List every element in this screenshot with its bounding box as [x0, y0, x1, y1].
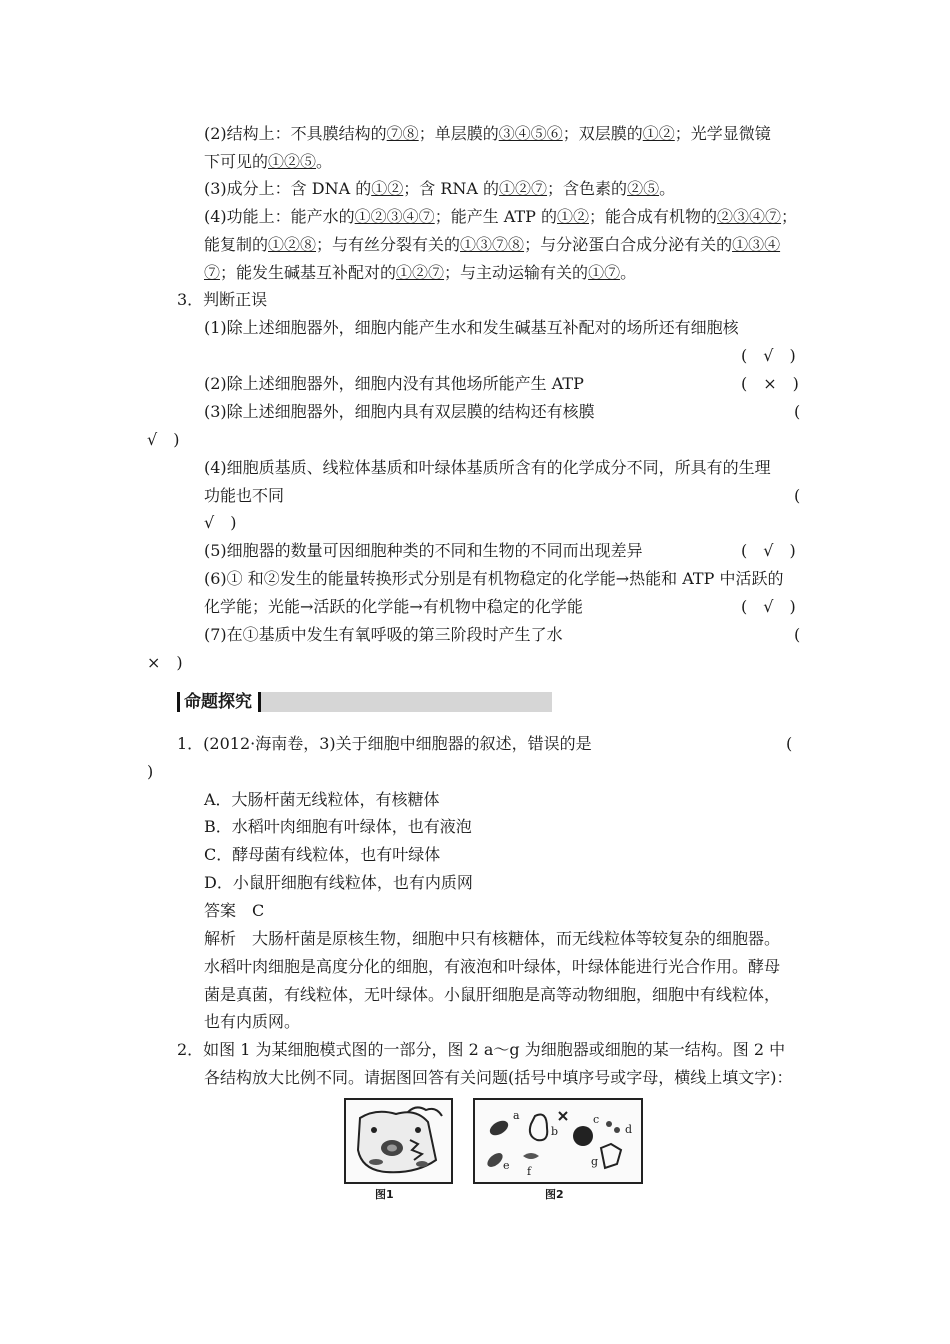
judgement-a5: ( √ ): [741, 541, 796, 560]
judgement-q6b: 化学能；光能→活跃的化学能→有机物中稳定的化学能: [204, 597, 583, 616]
label-d: d: [625, 1123, 633, 1136]
answer-underlined: ③④⑤⑥: [498, 124, 563, 143]
mitochondrion-shape: [369, 1159, 383, 1165]
label-c: c: [593, 1113, 600, 1126]
judgement-q4a: (4)细胞质基质、线粒体基质和叶绿体基质所含有的化学成分不同，所具有的生理: [204, 458, 771, 477]
organelle-a-shape: [487, 1118, 510, 1138]
judgement-q7: (7)在①基质中发生有氧呼吸的第三阶段时产生了水: [204, 625, 563, 644]
text: ；能发生碱基互补配对的: [220, 263, 397, 282]
text: ；双层膜的: [562, 124, 643, 143]
answer-underlined: ①②: [371, 179, 404, 198]
organelle-g-shape: [601, 1144, 621, 1168]
cell-illustration: [346, 1100, 451, 1182]
answer-underlined: ①③⑦⑧: [460, 235, 525, 254]
figure-2-caption: 图2: [545, 1188, 564, 1201]
judgement-q5: (5)细胞器的数量可因细胞种类的不同和生物的不同而出现差异: [204, 541, 643, 560]
problem-1-paren-open: (: [786, 734, 793, 753]
text: 。: [620, 263, 637, 282]
organelle-d-dot: [606, 1121, 612, 1127]
option-b: B．水稻叶肉细胞有叶绿体，也有液泡: [204, 817, 472, 836]
answer-underlined: ①②⑦: [499, 179, 548, 198]
answer-underlined: ①②: [642, 124, 675, 143]
explanation-line-3: 菌是真菌，有线粒体，无叶绿体。小鼠肝细胞是高等动物细胞，细胞中有线粒体，: [204, 985, 781, 1004]
judgement-a7-open: (: [794, 625, 801, 644]
judgement-a3-close: √ ): [147, 430, 180, 449]
figure-2-organelles: [473, 1098, 643, 1184]
text: ；与主动运输有关的: [444, 263, 589, 282]
answer-underlined: ①⑦: [588, 263, 621, 282]
answer-underlined: ⑦⑧: [386, 124, 419, 143]
text: 能复制的: [204, 235, 269, 254]
option-a: A．大肠杆菌无线粒体，有核糖体: [204, 790, 440, 809]
organelle-c-centriole: [559, 1112, 567, 1120]
structure-line-2: [204, 152, 332, 172]
nucleolus-shape: [387, 1145, 397, 1152]
answer-underlined: ①②: [556, 207, 589, 226]
organelles-illustration: [475, 1100, 641, 1182]
explanation-line-1: 解析 大肠杆菌是原核生物，细胞中只有核糖体，而无线粒体等较复杂的细胞器。: [204, 929, 781, 948]
text: ；含 RNA 的: [403, 179, 500, 198]
option-c: C．酵母菌有线粒体，也有叶绿体: [204, 845, 441, 864]
organelle-c-shape: [573, 1126, 593, 1146]
judgement-a2: ( × ): [741, 374, 799, 393]
text: (3)成分上：含 DNA 的: [204, 179, 372, 198]
structure-line-1: [204, 124, 771, 144]
problem-2-line-2: 各结构放大比例不同。请据图回答有关问题(括号中填序号或字母，横线上填文字)：: [204, 1068, 793, 1087]
section-title: 命题探究: [177, 692, 261, 712]
figure-1-cell-diagram: [344, 1098, 453, 1184]
function-line-3: [204, 263, 636, 283]
answer-underlined: ②⑤: [627, 179, 660, 198]
judgement-q6a: (6)① 和②发生的能量转换形式分别是有机物稳定的化学能→热能和 ATP 中活跃的: [204, 569, 784, 588]
problem-2-line-1: 2．如图 1 为某细胞模式图的一部分，图 2 a～g 为细胞器或细胞的某一结构。图 2 中: [177, 1040, 786, 1059]
answer-underlined: ①②⑦: [396, 263, 445, 282]
text: ；与有丝分裂有关的: [316, 235, 461, 254]
label-f: f: [527, 1165, 532, 1178]
mitochondrion-shape: [416, 1161, 428, 1167]
label-g: g: [591, 1155, 599, 1168]
organelle-d-dot: [614, 1127, 620, 1133]
label-b: b: [551, 1125, 559, 1138]
explanation-line-2: 水稻叶肉细胞是高度分化的细胞，有液泡和叶绿体，叶绿体能进行光合作用。酵母: [204, 957, 781, 976]
answer-line: 答案 C: [204, 901, 265, 920]
composition-line: [204, 179, 675, 199]
organelle-b-shape: [530, 1115, 547, 1141]
text: ；含色素的: [547, 179, 628, 198]
option-d: D．小鼠肝细胞有线粒体，也有内质网: [204, 873, 473, 892]
organelle-dot: [415, 1127, 421, 1133]
answer-underlined: ①②③④⑦: [354, 207, 435, 226]
answer-underlined: ①②⑧: [268, 235, 317, 254]
answer-underlined: ①③④: [732, 235, 781, 254]
text: ；光学显微镜: [674, 124, 771, 143]
text: ；单层膜的: [418, 124, 499, 143]
judgement-q4b: 功能也不同: [204, 486, 285, 505]
section-3-heading: 3．判断正误: [177, 290, 268, 309]
judgement-q1: (1)除上述细胞器外，细胞内能产生水和发生碱基互补配对的场所还有细胞核: [204, 318, 739, 337]
text: (2)结构上：不具膜结构的: [204, 124, 387, 143]
text: ；能产生 ATP 的: [434, 207, 557, 226]
text: 。: [316, 152, 333, 171]
judgement-a4-close: √ ): [204, 513, 237, 532]
text: ；: [781, 207, 798, 226]
judgement-a6: ( √ ): [741, 597, 796, 616]
judgement-a7-close: × ): [147, 653, 183, 672]
judgement-a1: ( √ ): [741, 346, 796, 365]
text: ；与分泌蛋白合成分泌有关的: [524, 235, 733, 254]
function-line-2: [204, 235, 780, 255]
answer-underlined: ②③④⑦: [717, 207, 782, 226]
text: ；能合成有机物的: [589, 207, 718, 226]
label-e: e: [503, 1159, 510, 1172]
judgement-q3: (3)除上述细胞器外，细胞内具有双层膜的结构还有核膜: [204, 402, 595, 421]
judgement-a4-open: (: [794, 486, 801, 505]
answer-underlined: ①②⑤: [268, 152, 317, 171]
judgement-q2: (2)除上述细胞器外，细胞内没有其他场所能产生 ATP: [204, 374, 584, 393]
function-line-1: [204, 207, 797, 227]
organelle-f-shape: [523, 1153, 539, 1159]
label-a: a: [513, 1109, 520, 1122]
problem-1-stem: 1．(2012·海南卷，3)关于细胞中细胞器的叙述，错误的是: [177, 734, 592, 753]
text: 。: [659, 179, 676, 198]
problem-1-paren-close: ): [147, 762, 154, 781]
judgement-a3-open: (: [794, 402, 801, 421]
answer-underlined: ⑦: [204, 263, 221, 282]
text: (4)功能上：能产水的: [204, 207, 355, 226]
organelle-dot: [371, 1127, 377, 1133]
explanation-line-4: 也有内质网。: [204, 1012, 301, 1031]
text: 下可见的: [204, 152, 269, 171]
figure-1-caption: 图1: [375, 1188, 394, 1201]
